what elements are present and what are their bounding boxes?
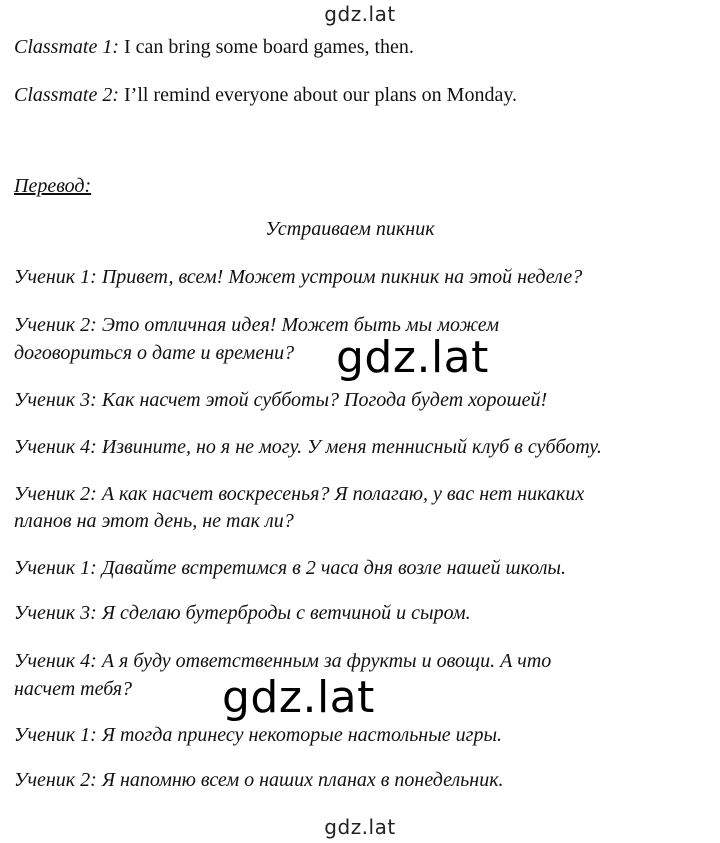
translation-line: договориться о дате и времени? — [14, 342, 295, 364]
translation-line: Ученик 1: Привет, всем! Может устроим пикник на этой неделе? — [14, 266, 583, 288]
translation-line: Ученик 1: Давайте встретимся в 2 часа дня возле нашей школы. — [14, 557, 566, 579]
translation-line: планов на этот день, не так ли? — [14, 510, 294, 532]
english-line-2 — [14, 82, 517, 108]
english-line-1 — [14, 34, 414, 60]
translation-line: Ученик 3: Как насчет этой субботы? Погода будет хорошей! — [14, 389, 548, 411]
translation-line: Ученик 2: Это отличная идея! Может быть мы можем — [14, 314, 499, 336]
translation-line: насчет тебя? — [14, 678, 133, 700]
speaker-label: Classmate 2: — [14, 84, 119, 106]
translation-line: Ученик 4: Извините, но я не могу. У меня теннисный клуб в субботу. — [14, 436, 602, 458]
speaker-label: Classmate 1: — [14, 36, 119, 58]
translation-line: Ученик 3: Я сделаю бутерброды с ветчиной и сыром. — [14, 602, 471, 624]
watermark-top: gdz.lat — [324, 2, 396, 26]
watermark-middle: gdz.lat — [222, 672, 375, 723]
translation-line: Ученик 2: А как насчет воскресенья? Я полагаю, у вас нет никаких — [14, 483, 585, 505]
translation-title: Устраиваем пикник — [265, 218, 435, 240]
line-text: I can bring some board games, then. — [119, 36, 414, 58]
translation-heading: Перевод: — [14, 175, 92, 197]
translation-line: Ученик 2: Я напомню всем о наших планах в понедельник. — [14, 769, 504, 791]
translation-line: Ученик 1: Я тогда принесу некоторые настольные игры. — [14, 724, 502, 746]
watermark-middle: gdz.lat — [336, 332, 489, 383]
translation-line: Ученик 4: А я буду ответственным за фрукты и овощи. А что — [14, 650, 552, 672]
line-text: I’ll remind everyone about our plans on Monday. — [119, 84, 518, 106]
watermark-bottom: gdz.lat — [324, 815, 396, 839]
